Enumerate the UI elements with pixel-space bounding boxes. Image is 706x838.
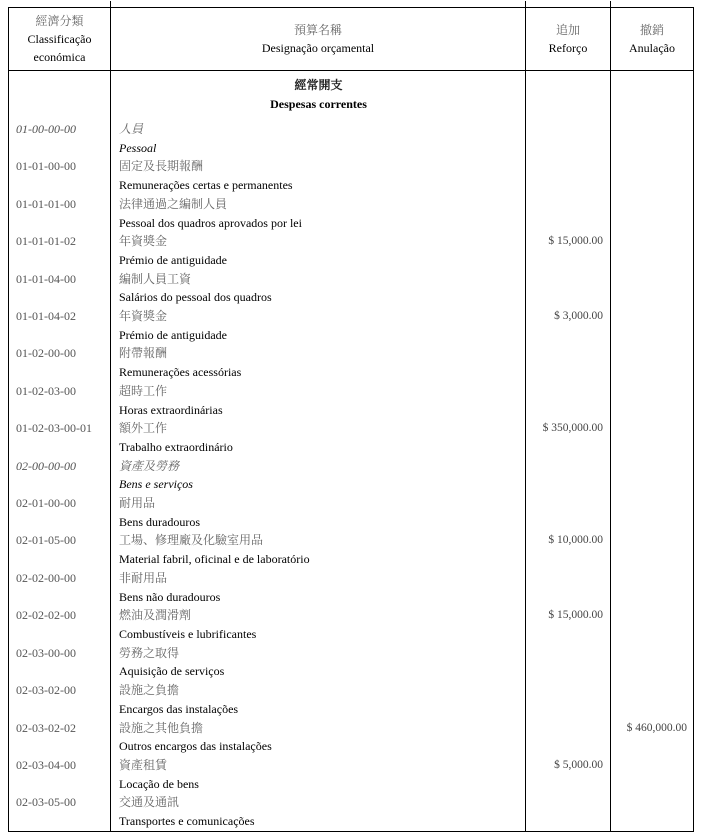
designation-zh: 編制人員工資 [119, 271, 192, 286]
economic-code: 02-03-00-00 [16, 645, 76, 660]
header-classification [9, 8, 110, 70]
economic-code: 02-02-00-00 [16, 570, 76, 585]
economic-code: 01-01-04-02 [16, 309, 76, 324]
annulment-amount [611, 494, 695, 513]
header-text: Designação orçamental [261, 41, 375, 55]
table-row [9, 195, 693, 232]
designation-zh: 設施之其他負擔 [119, 720, 204, 735]
annulment-amount [611, 307, 695, 326]
section-title [111, 76, 526, 114]
reinforcement-amount [526, 719, 611, 738]
designation-zh: 法律通過之編制人員 [119, 196, 228, 211]
annulment-amount [611, 681, 695, 700]
economic-code: 01-02-00-00 [16, 346, 76, 361]
annulment-amount [611, 419, 695, 438]
designation-pt: Pessoal [119, 140, 157, 155]
table-row [9, 606, 693, 643]
annulment-amount [611, 270, 695, 289]
economic-code: 02-01-00-00 [16, 496, 76, 511]
annulment-amount [611, 382, 695, 401]
annulment-amount [611, 569, 695, 588]
reinforcement-amount [526, 157, 611, 176]
economic-code: 01-01-01-00 [16, 196, 76, 211]
annulment-amount [611, 457, 695, 476]
annulment-amount [611, 793, 695, 812]
designation-zh: 設施之負擔 [119, 683, 180, 698]
reinforcement-amount: $ 3,000.00 [554, 310, 603, 323]
designation-pt: Pessoal dos quadros aprovados por lei [119, 215, 302, 230]
economic-code: 02-02-02-00 [16, 608, 76, 623]
economic-code: 01-00-00-00 [16, 122, 76, 136]
annulment-amount [611, 756, 695, 775]
designation-zh: 超時工作 [119, 383, 168, 398]
section-title-pt: Despesas correntes [270, 97, 367, 111]
designation-pt: Combustíveis e lubrificantes [119, 626, 257, 641]
reinforcement-amount [526, 382, 611, 401]
table-row [9, 382, 693, 419]
annulment-amount [611, 531, 695, 550]
header-text: Classificação [27, 32, 92, 46]
reinforcement-amount [526, 494, 611, 513]
economic-code: 02-03-02-02 [16, 720, 76, 735]
designation-pt: Encargos das instalações [119, 701, 239, 716]
designation-pt: Prémio de antiguidade [119, 327, 227, 342]
reinforcement-amount: $ 10,000.00 [548, 534, 603, 547]
designation-zh: 勞務之取得 [119, 645, 180, 660]
table-row [9, 756, 693, 793]
table-header [9, 8, 693, 71]
table-row [9, 270, 693, 307]
table-row [9, 232, 693, 269]
economic-code: 01-01-01-02 [16, 234, 76, 249]
annulment-amount [611, 606, 695, 625]
designation-pt: Aquisição de serviços [119, 664, 225, 679]
reinforcement-amount [526, 344, 611, 363]
designation-pt: Remunerações acessórias [119, 365, 242, 380]
header-text: 經濟分類 [35, 14, 84, 28]
table-body [9, 120, 693, 831]
table-row [9, 419, 693, 456]
reinforcement-amount: $ 15,000.00 [548, 609, 603, 622]
table-row [9, 531, 693, 568]
designation-pt: Locação de bens [119, 776, 199, 791]
table-row [9, 494, 693, 531]
table-row [9, 344, 693, 381]
designation-pt: Horas extraordinárias [119, 402, 223, 417]
economic-code: 02-01-05-00 [16, 533, 76, 548]
economic-code: 01-02-03-00-01 [16, 421, 92, 436]
designation-zh: 固定及長期報酬 [119, 159, 204, 174]
economic-code: 02-03-02-00 [16, 683, 76, 698]
reinforcement-amount [526, 270, 611, 289]
annulment-amount [611, 344, 695, 363]
designation-pt: Trabalho extraordinário [119, 439, 233, 454]
designation-zh: 額外工作 [119, 421, 168, 436]
table-row [9, 457, 693, 494]
designation-pt: Outros encargos das instalações [119, 739, 272, 754]
table-row [9, 307, 693, 344]
table-row [9, 793, 693, 830]
reinforcement-amount [526, 457, 611, 476]
designation-zh: 資產及勞務 [119, 458, 180, 473]
reinforcement-amount [526, 681, 611, 700]
annulment-amount [611, 195, 695, 214]
header-text: económica [33, 50, 86, 64]
annulment-amount [611, 157, 695, 176]
economic-code: 01-01-04-00 [16, 271, 76, 286]
designation-zh: 燃油及潤滑劑 [119, 608, 192, 623]
header-reinforcement [526, 8, 610, 70]
header-text: Reforço [548, 41, 588, 55]
designation-zh: 工場、修理廠及化驗室用品 [119, 533, 264, 548]
reinforcement-amount [526, 195, 611, 214]
designation-zh: 人員 [119, 122, 144, 136]
section-title-zh: 經常開支 [294, 78, 343, 92]
designation-zh: 交通及通訊 [119, 795, 180, 810]
header-text: 撤銷 [639, 23, 664, 37]
designation-zh: 資產租賃 [119, 757, 168, 772]
reinforcement-amount [526, 569, 611, 588]
designation-pt: Bens e serviços [119, 477, 193, 492]
economic-code: 02-03-04-00 [16, 757, 76, 772]
economic-code: 02-00-00-00 [16, 458, 76, 473]
designation-zh: 耐用品 [119, 496, 156, 511]
designation-pt: Bens não duradouros [119, 589, 221, 604]
header-text: Anulação [629, 41, 675, 55]
annulment-amount [611, 232, 695, 251]
reinforcement-amount: $ 350,000.00 [542, 422, 603, 435]
designation-pt: Salários do pessoal dos quadros [119, 290, 272, 305]
header-text: 追加 [555, 23, 580, 37]
designation-pt: Prémio de antiguidade [119, 252, 227, 267]
designation-pt: Remunerações certas e permanentes [119, 178, 293, 193]
table-row [9, 644, 693, 681]
header-text: 預算名稱 [293, 23, 342, 37]
reinforcement-amount: $ 5,000.00 [554, 758, 603, 771]
reinforcement-amount [526, 120, 611, 139]
reinforcement-amount [526, 644, 611, 663]
designation-pt: Bens duradouros [119, 514, 200, 529]
designation-pt: Transportes e comunicações [119, 814, 255, 829]
reinforcement-amount: $ 15,000.00 [548, 235, 603, 248]
economic-code: 02-03-05-00 [16, 795, 76, 810]
annulment-amount: $ 460,000.00 [626, 721, 687, 734]
annulment-amount [611, 120, 695, 139]
designation-zh: 年資獎金 [119, 234, 168, 249]
budget-table [8, 7, 694, 832]
reinforcement-amount [526, 793, 611, 812]
table-row [9, 120, 693, 157]
annulment-amount [611, 644, 695, 663]
table-row [9, 157, 693, 194]
designation-pt: Material fabril, oficinal e de laboratório [119, 552, 310, 567]
designation-zh: 附帶報酬 [119, 346, 168, 361]
designation-zh: 年資獎金 [119, 309, 168, 324]
table-row [9, 719, 693, 756]
economic-code: 01-01-00-00 [16, 159, 76, 174]
designation-zh: 非耐用品 [119, 570, 168, 585]
header-designation [111, 8, 525, 70]
header-annulment [611, 8, 693, 70]
table-row [9, 681, 693, 718]
economic-code: 01-02-03-00 [16, 383, 76, 398]
table-row [9, 569, 693, 606]
